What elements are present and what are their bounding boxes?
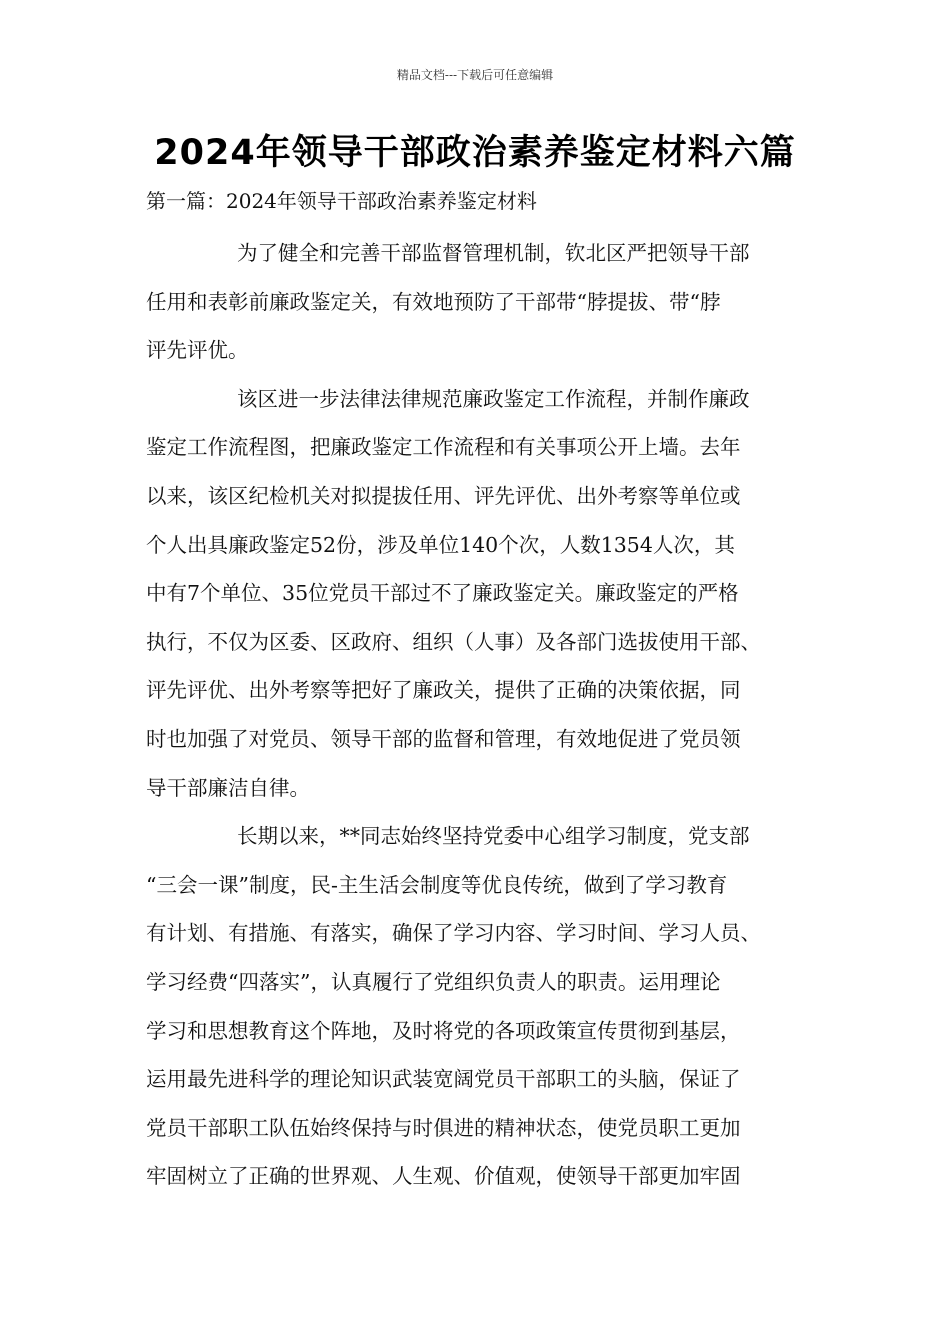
section-heading: 第一篇：2024年领导干部政治素养鉴定材料	[146, 189, 537, 213]
paragraph-line: 以来，该区纪检机关对拟提拔任用、评先评优、出外考察等单位或	[146, 483, 741, 508]
document-body	[146, 229, 826, 1201]
paragraph-line: 该区进一步法律法律规范廉政鉴定工作流程，并制作廉政	[237, 386, 750, 411]
paragraph-line: 执行，不仅为区委、区政府、组织（人事）及各部门选拔使用干部、	[146, 629, 761, 654]
paragraph-line: 个人出具廉政鉴定52份，涉及单位140个次，人数1354人次，其	[146, 532, 735, 557]
paragraph	[146, 375, 826, 812]
paragraph-line: 有计划、有措施、有落实，确保了学习内容、学习时间、学习人员、	[146, 921, 761, 946]
paragraph-line: 学习和思想教育这个阵地，及时将党的各项政策宣传贯彻到基层，	[146, 1018, 741, 1043]
paragraph	[146, 229, 826, 375]
paragraph-line: 时也加强了对党员、领导干部的监督和管理，有效地促进了党员领	[146, 726, 741, 751]
paragraph-line: 任用和表彰前廉政鉴定关，有效地预防了干部带“脖提拔、带“脖	[146, 289, 721, 314]
paragraph-line: 党员干部职工队伍始终保持与时俱进的精神状态，使党员职工更加	[146, 1115, 741, 1140]
paragraph-line: 长期以来，**同志始终坚持党委中心组学习制度，党支部	[237, 824, 750, 849]
paragraph-line: 牢固树立了正确的世界观、人生观、价值观，使领导干部更加牢固	[146, 1164, 741, 1189]
paragraph-line: “三会一课”制度，民-主生活会制度等优良传统，做到了学习教育	[146, 872, 728, 897]
paragraph	[146, 812, 826, 1201]
paragraph-line: 导干部廉洁自律。	[146, 775, 310, 800]
paragraph-line: 为了健全和完善干部监督管理机制，钦北区严把领导干部	[237, 241, 750, 265]
paragraph-line: 评先评优、出外考察等把好了廉政关，提供了正确的决策依据，同	[146, 678, 741, 703]
paragraph-line: 中有7个单位、35位党员干部过不了廉政鉴定关。廉政鉴定的严格	[146, 581, 739, 606]
document-title: 2024年领导干部政治素养鉴定材料六篇	[154, 133, 796, 173]
page-header: 精品文档---下载后可任意编辑	[396, 68, 554, 82]
paragraph-line: 鉴定工作流程图，把廉政鉴定工作流程和有关事项公开上墙。去年	[146, 435, 741, 460]
paragraph-line: 评先评优。	[146, 338, 249, 363]
paragraph-line: 运用最先进科学的理论知识武装宽阔党员干部职工的头脑，保证了	[146, 1067, 741, 1092]
paragraph-line: 学习经费“四落实”，认真履行了党组织负责人的职责。运用理论	[146, 969, 721, 994]
